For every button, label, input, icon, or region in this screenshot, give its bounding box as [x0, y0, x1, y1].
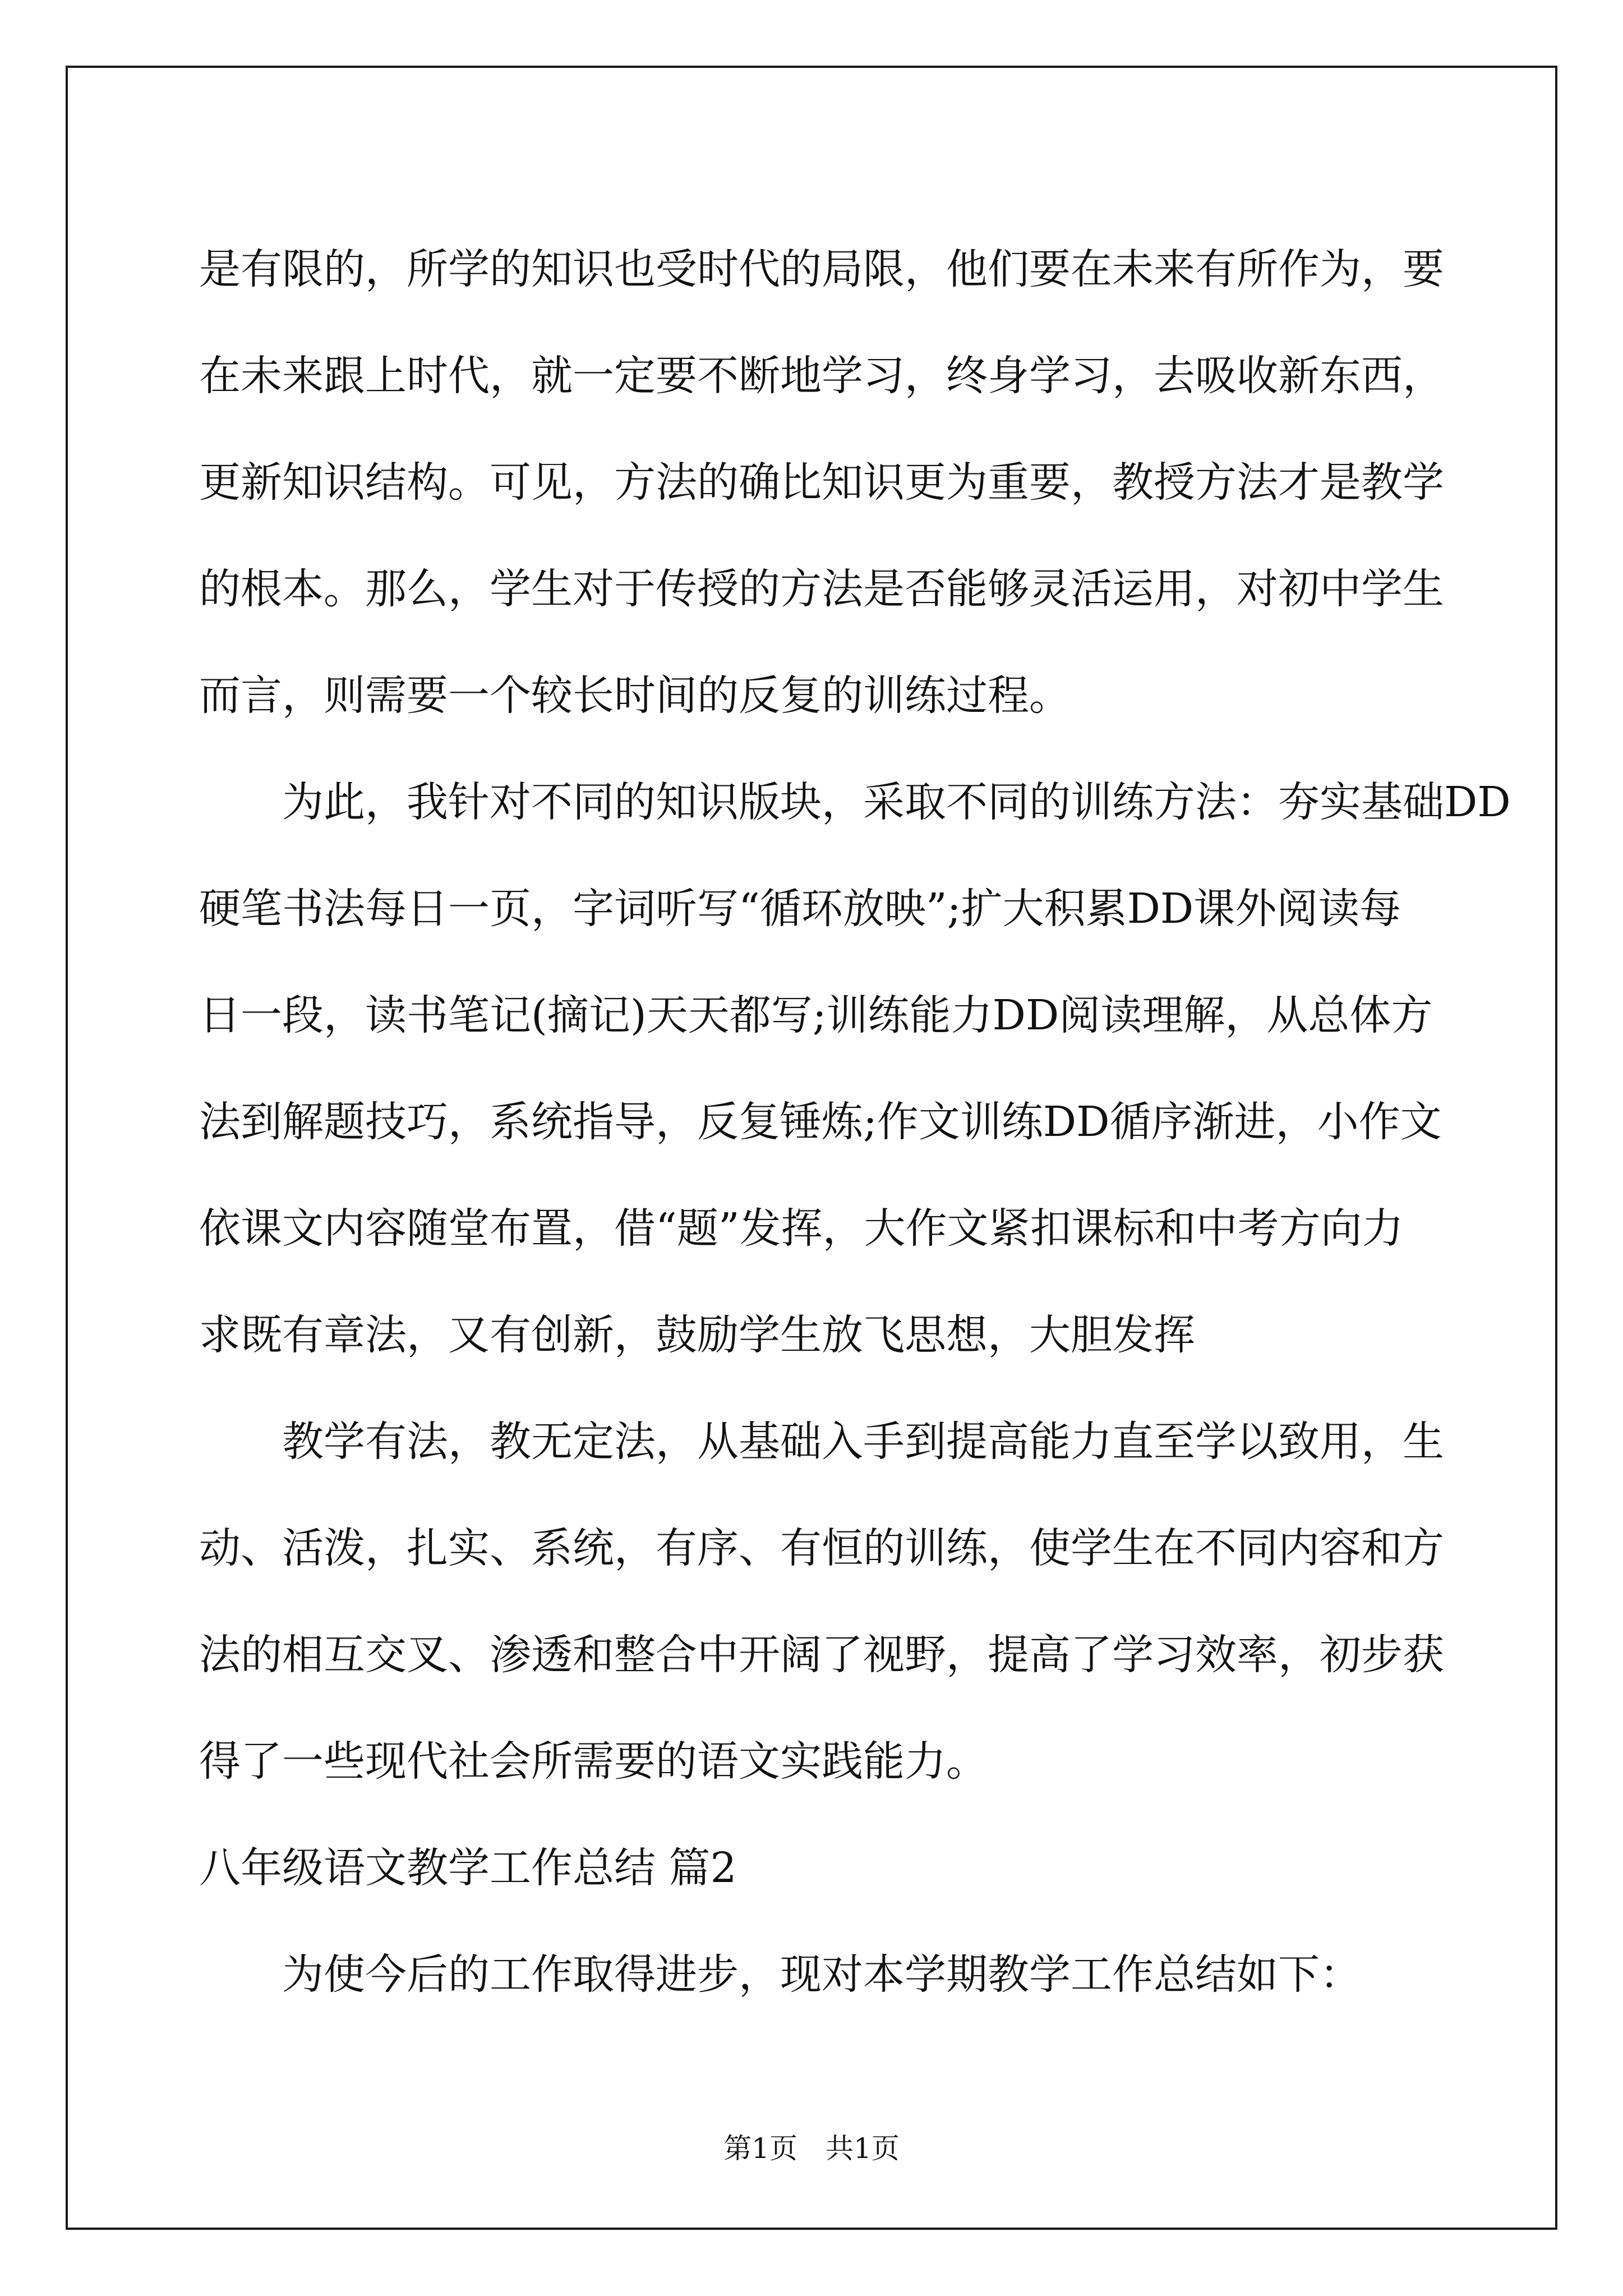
text-line: 求既有章法，又有创新，鼓励学生放飞思想，大胆发挥 — [199, 1311, 1195, 1359]
page-footer: 第1页 共1页 — [723, 2132, 900, 2165]
text-line: 硬笔书法每日一页，字词听写“循环放映”;扩大积累DD课外阅读每 — [199, 885, 1401, 933]
text-line: 为此，我针对不同的知识版块，采取不同的训练方法：夯实基础DD — [282, 778, 1511, 826]
text-line: 是有限的，所学的知识也受时代的局限，他们要在未来有所作为，要 — [199, 245, 1444, 293]
text-line: 日一段，读书笔记(摘记)天天都写;训练能力DD阅读理解，从总体方 — [199, 991, 1433, 1039]
text-line: 更新知识结构。可见，方法的确比知识更为重要，教授方法才是教学 — [199, 458, 1444, 507]
text-line: 依课文内容随堂布置，借“题”发挥，大作文紧扣课标和中考方向力 — [199, 1204, 1404, 1253]
paragraph-2 — [199, 749, 1511, 1388]
closing-paragraph: 为使今后的工作取得进步，现对本学期教学工作总结如下： — [282, 1950, 1361, 1999]
paragraph-3 — [199, 1388, 1444, 1815]
text-line: 在未来跟上时代，就一定要不断地学习，终身学习，去吸收新东西， — [199, 352, 1444, 400]
text-line: 教学有法，教无定法，从基础入手到提高能力直至学以致用，生 — [282, 1418, 1444, 1466]
document-body — [199, 216, 1511, 2028]
text-line: 法到解题技巧，系统指导，反复锤炼;作文训练DD循序渐进，小作文 — [199, 1098, 1442, 1146]
text-line: 法的相互交叉、渗透和整合中开阔了视野，提高了学习效率，初步获 — [199, 1631, 1444, 1679]
text-line: 得了一些现代社会所需要的语文实践能力。 — [199, 1737, 988, 1786]
text-line: 动、活泼，扎实、系统，有序、有恒的训练，使学生在不同内容和方 — [199, 1524, 1444, 1572]
paragraph-1 — [199, 216, 1444, 749]
text-line: 的根本。那么，学生对于传授的方法是否能够灵活运用，对初中学生 — [199, 565, 1444, 613]
section-heading: 八年级语文教学工作总结 篇2 — [199, 1844, 737, 1892]
text-line: 而言，则需要一个较长时间的反复的训练过程。 — [199, 671, 1071, 720]
